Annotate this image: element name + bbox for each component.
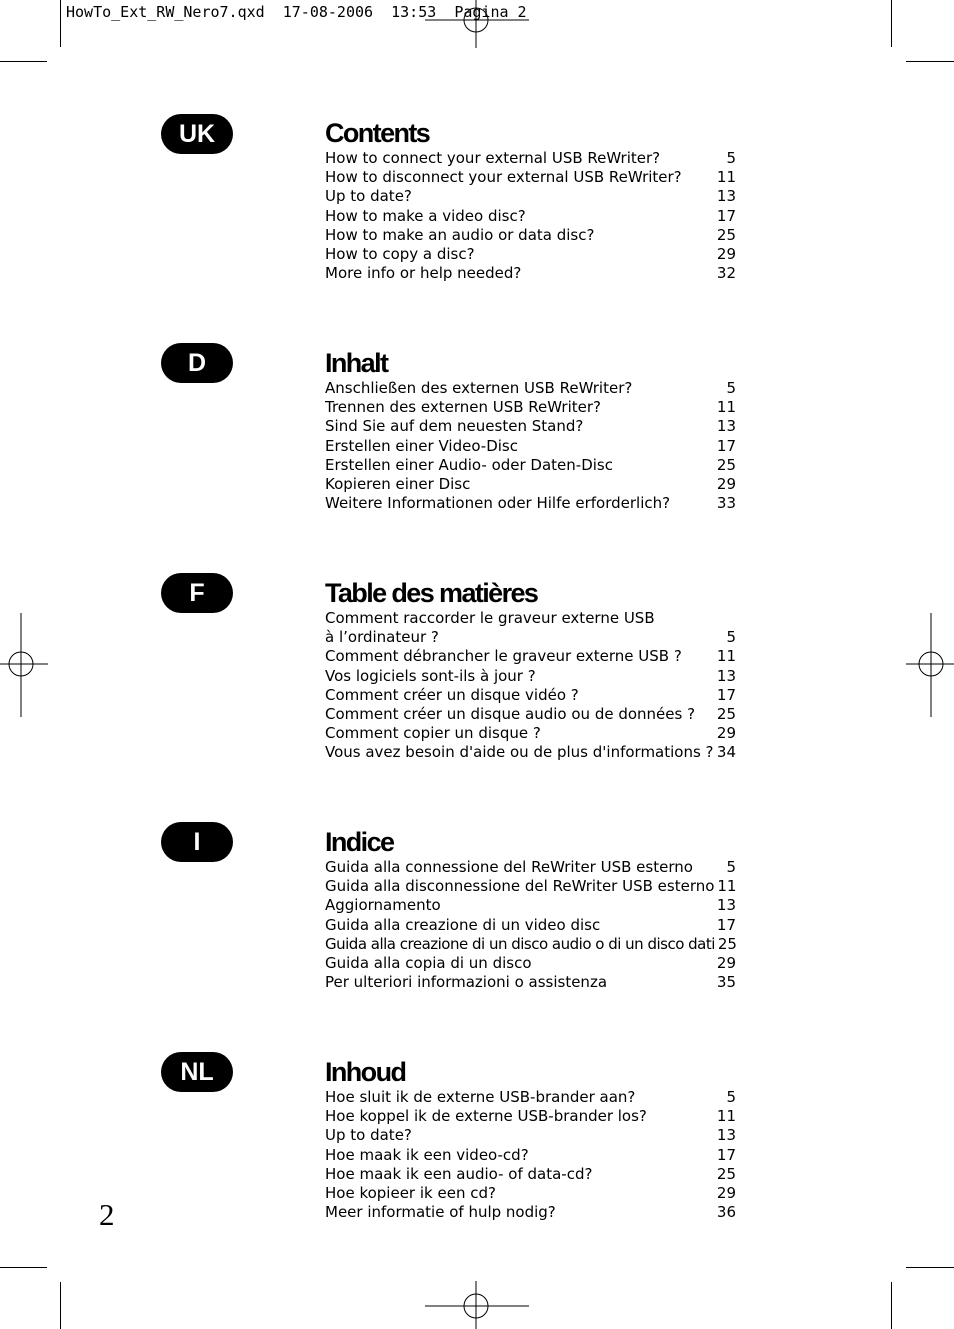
toc-entry-page: 11 — [716, 647, 736, 666]
toc-entry — [325, 1126, 737, 1145]
toc-entry — [325, 149, 737, 168]
toc-entry — [325, 1165, 737, 1184]
crop-mark — [0, 1267, 47, 1268]
toc-entry-text: Guida alla connessione del ReWriter USB esterno — [325, 858, 693, 876]
toc-entry-text: Anschließen des externen USB ReWriter? — [325, 379, 633, 397]
toc-entry-text: à l’ordinateur ? — [325, 628, 439, 647]
crop-mark — [60, 1282, 61, 1329]
toc-entry-page: 13 — [716, 1126, 736, 1145]
toc-entry-text: Comment créer un disque vidéo ? — [325, 685, 579, 704]
toc-entry — [325, 245, 737, 264]
toc-entry-page: 17 — [716, 915, 736, 934]
toc-entry-page: 13 — [716, 187, 736, 206]
toc-entry-text: Guida alla creazione di un video disc — [325, 915, 601, 934]
toc-entry — [325, 1146, 737, 1165]
toc-entry-page: 29 — [716, 1183, 736, 1202]
toc-entry-text: Vous avez besoin d'aide ou de plus d'informations ? — [325, 743, 714, 762]
toc-entry-page: 11 — [716, 398, 736, 417]
toc-entry-text: Aggiornamento — [325, 896, 441, 915]
toc-entry-page: 13 — [716, 896, 736, 915]
toc-entry-page: 35 — [716, 973, 736, 992]
toc-entry-page: 25 — [716, 704, 736, 723]
toc-entry-page: 17 — [716, 206, 736, 225]
toc-entry-page: 5 — [726, 379, 736, 397]
toc-entry-text: How to make a video disc? — [325, 206, 526, 225]
toc-entry-page: 11 — [716, 1107, 736, 1126]
toc-entry-page: 29 — [716, 474, 736, 493]
toc-entry-text: Guida alla disconnessione del ReWriter USB esterno — [325, 877, 715, 896]
toc-entry — [325, 398, 737, 417]
language-badge-f: F — [161, 573, 233, 613]
toc-section-i — [325, 826, 737, 992]
toc-entry — [325, 686, 737, 705]
crop-mark — [0, 61, 47, 62]
toc-entry — [325, 896, 737, 915]
toc-entry-page: 36 — [716, 1203, 736, 1222]
toc-entry-text: How to make an audio or data disc? — [325, 225, 595, 244]
toc-entry-text: Sind Sie auf dem neuesten Stand? — [325, 417, 584, 436]
section-title: Inhalt — [325, 348, 388, 378]
language-badge-uk: UK — [161, 114, 233, 154]
toc-entry — [325, 475, 737, 494]
toc-entry — [325, 916, 737, 935]
toc-entry-page: 17 — [716, 436, 736, 455]
toc-entry — [325, 226, 737, 245]
toc-entry-text: Meer informatie of hulp nodig? — [325, 1203, 556, 1222]
toc-entry-text: Comment raccorder le graveur externe USB — [325, 609, 655, 627]
toc-entry — [325, 954, 737, 973]
toc-entry-text: Trennen des externen USB ReWriter? — [325, 398, 602, 417]
toc-entry-page: 25 — [716, 1164, 736, 1183]
toc-entry — [325, 207, 737, 226]
toc-entry-page: 25 — [716, 225, 736, 244]
toc-entry — [325, 379, 737, 398]
section-title: Inhoud — [325, 1057, 406, 1087]
toc-entry-page: 11 — [717, 877, 737, 896]
toc-entry — [325, 724, 737, 743]
language-badge-i: I — [161, 822, 233, 862]
registration-mark-icon — [906, 613, 954, 717]
toc-entry-text: Guida alla copia di un disco — [325, 953, 532, 972]
toc-entry-page: 29 — [716, 724, 736, 743]
page-number: 2 — [99, 1197, 115, 1232]
crop-mark — [60, 0, 61, 47]
toc-entry-page: 34 — [716, 743, 736, 762]
toc-entry — [325, 264, 737, 283]
toc-entry — [325, 494, 737, 513]
toc-entry-page: 5 — [726, 149, 736, 167]
registration-mark-icon — [425, 0, 529, 48]
toc-entry-page: 11 — [716, 168, 736, 187]
toc-section-uk — [325, 117, 737, 283]
toc-section-f — [325, 577, 737, 763]
toc-entry — [325, 705, 737, 724]
toc-entry-text: Per ulteriori informazioni o assistenza — [325, 973, 608, 992]
language-badge-d: D — [161, 343, 233, 383]
registration-mark-icon — [425, 1281, 529, 1329]
toc-entry-page: 32 — [716, 264, 736, 283]
toc-entry — [325, 1184, 737, 1203]
section-title: Contents — [325, 118, 430, 148]
crop-mark — [906, 61, 954, 62]
toc-entry — [325, 647, 737, 666]
toc-entry-page: 17 — [716, 685, 736, 704]
toc-entry-page: 29 — [716, 244, 736, 263]
toc-entry — [325, 168, 737, 187]
registration-mark-icon — [0, 613, 48, 717]
toc-entry-page: 5 — [726, 858, 736, 876]
toc-entry-text: Erstellen einer Video-Disc — [325, 436, 518, 455]
toc-entry-text: Comment débrancher le graveur externe USB ? — [325, 647, 682, 666]
toc-entry-page: 5 — [726, 1088, 736, 1106]
toc-section-nl — [325, 1056, 737, 1222]
toc-entry-page — [714, 609, 737, 628]
crop-mark — [891, 0, 892, 47]
toc-entry-page: 25 — [716, 455, 736, 474]
crop-mark — [906, 1267, 954, 1268]
language-badge-nl: NL — [161, 1052, 233, 1092]
toc-entry-text: Comment copier un disque ? — [325, 724, 541, 743]
toc-entry-page: 13 — [716, 417, 736, 436]
toc-entry-text: Hoe maak ik een video-cd? — [325, 1145, 529, 1164]
crop-mark — [891, 1282, 892, 1329]
toc-entry-text: Hoe maak ik een audio- of data-cd? — [325, 1164, 593, 1183]
toc-entry — [325, 877, 737, 896]
toc-entry-text: How to connect your external USB ReWriter? — [325, 149, 661, 167]
toc-entry-page: 17 — [716, 1145, 736, 1164]
toc-entry-text: Weitere Informationen oder Hilfe erforderlich? — [325, 494, 671, 513]
toc-entry-text: Comment créer un disque audio ou de données ? — [325, 704, 696, 723]
toc-entry-page: 13 — [716, 666, 736, 685]
toc-entry — [325, 628, 737, 647]
toc-entry-text: Up to date? — [325, 1126, 412, 1145]
toc-entry-page: 5 — [726, 628, 736, 647]
toc-entry — [325, 187, 737, 206]
toc-entry — [325, 935, 737, 954]
toc-entry — [325, 1088, 737, 1107]
section-title: Indice — [325, 827, 394, 857]
toc-entry-page: 33 — [716, 494, 736, 513]
toc-entry — [325, 743, 737, 762]
toc-entry-page: 29 — [716, 953, 736, 972]
toc-entry-text: Vos logiciels sont-ils à jour ? — [325, 666, 536, 685]
toc-entry — [325, 456, 737, 475]
toc-entry-text: Up to date? — [325, 187, 412, 206]
toc-entry-text: Erstellen einer Audio- oder Daten-Disc — [325, 455, 613, 474]
toc-entry-page: 25 — [717, 934, 737, 953]
section-title: Table des matières — [325, 578, 538, 608]
toc-entry-text: How to copy a disc? — [325, 244, 475, 263]
print-slug: HowTo_Ext_RW_Nero7.qxd 17-08-2006 13:53 Pagina 2 — [66, 3, 527, 21]
toc-section-d — [325, 347, 737, 513]
toc-entry — [325, 1203, 737, 1222]
toc-entry — [325, 1107, 737, 1126]
toc-entry-text: Hoe kopieer ik een cd? — [325, 1183, 496, 1202]
toc-entry-text: Guida alla creazione di un disco audio o di un disco dati — [325, 934, 715, 953]
toc-entry — [325, 858, 737, 877]
toc-entry-text: More info or help needed? — [325, 264, 522, 283]
toc-entry — [325, 667, 737, 686]
toc-entry — [325, 973, 737, 992]
toc-entry-text: Kopieren einer Disc — [325, 474, 471, 493]
toc-entry-text: Hoe sluit ik de externe USB-brander aan? — [325, 1088, 636, 1106]
toc-entry-text: Hoe koppel ik de externe USB-brander los? — [325, 1107, 647, 1126]
toc-entry — [325, 437, 737, 456]
toc-entry-text: How to disconnect your external USB ReWriter? — [325, 168, 682, 187]
toc-entry — [325, 609, 737, 628]
toc-entry — [325, 417, 737, 436]
